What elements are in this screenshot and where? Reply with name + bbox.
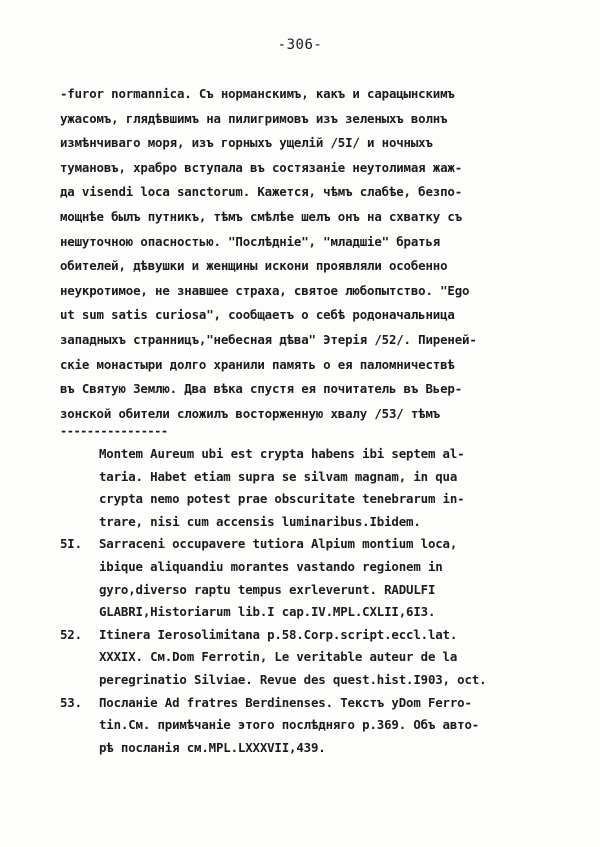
footnote-text: рѣ посланія см.MPL.LXXXVII,439. <box>99 739 326 755</box>
footnote-number: 5I. <box>60 536 82 552</box>
page-number: -306- <box>277 37 323 53</box>
text-line: -furor normannica. Съ норманскимъ, какъ и сарацынскимъ <box>60 86 455 101</box>
text-line: ужасомъ, глядѣвшимъ на пилигримовъ изъ зеленыхъ волнъ <box>60 110 448 126</box>
text-line: да visendi loca sanctorum. Кажется, чѣмъ слабѣе, безпо- <box>60 184 463 200</box>
text-line: измѣнчиваго моря, изъ горныхъ ущелій /5I/ и ночныхъ <box>60 135 433 151</box>
text-line: обителей, дѣвушки и женщины искони проявляли особенно <box>60 258 448 274</box>
footnote-text: peregrinatio Silviae. Revue des quest.hist.I903, oct. <box>99 671 487 687</box>
footnote-line <box>60 488 560 511</box>
text-line: неукротимое, не знавшее страха, святое любопытство. "Ego <box>60 282 470 298</box>
footnote-text: gyro,diverso raptu tempus exrleverunt. RADULFI <box>99 581 436 597</box>
footnote-line <box>60 737 560 760</box>
footnote-separator: ---------------- <box>60 424 168 438</box>
text-line: западныхъ странницъ,"небесная дѣва" Этерія /52/. Пиреней- <box>60 331 477 347</box>
footnote-text: Sarraceni occupavere tutiora Alpium montium loca, <box>99 536 458 552</box>
footnote-line <box>60 624 560 647</box>
footnote-text: trare, nisi cum accensis luminaribus.Ibidem. <box>99 513 421 529</box>
footnote-text: XXXIX. См.Dom Ferrotin, Le veritable auteur de la <box>99 649 458 665</box>
footnote-line <box>60 466 560 489</box>
text-line: скіе монастыри долго хранили память о ея паломничествѣ <box>60 356 455 372</box>
footnote-text: Посланіе Ad fratres Berdinenses. Текстъ уDom Ferro- <box>99 694 472 710</box>
footnote-line <box>60 646 560 669</box>
footnote-line <box>60 511 560 534</box>
footnote-number: 52. <box>60 626 82 642</box>
text-line: нешуточною опасностью. "Послѣдніе", "младшіе" братья <box>60 233 441 249</box>
footnote-line <box>60 669 560 692</box>
text-line: въ Святую Землю. Два вѣка спустя ея почитатель въ Вьер- <box>60 381 463 397</box>
footnote-number: 53. <box>60 694 82 710</box>
footnote-line <box>60 443 560 466</box>
footnote-text: Montem Aureum ubi est crypta habens ibi septem al- <box>99 446 465 461</box>
footnote-text: ibique aliquandiu morantes vastando regionem in <box>99 558 443 574</box>
text-line: ut sum satis curiosa", сообщаетъ о себѣ родоначальница <box>60 307 455 323</box>
footnote-line <box>60 692 560 715</box>
footnote-line <box>60 579 560 602</box>
footnotes <box>60 443 560 759</box>
footnote-line <box>60 601 560 624</box>
footnote-line <box>60 533 560 556</box>
footnote-text: taria. Habet etiam supra se silvam magnam, in qua <box>99 468 458 484</box>
footnote-text: Itinera Ierosolimitana p.58.Corp.script.eccl.lat. <box>99 626 458 642</box>
footnote-line <box>60 556 560 579</box>
footnote-text: crypta nemo potest prae obscuritate tenebrarum in- <box>99 491 465 507</box>
footnote-line <box>60 714 560 737</box>
text-line: мощнѣе былъ путникъ, тѣмъ смѣлѣе шелъ онъ на схватку съ <box>60 208 463 224</box>
main-text <box>60 82 560 426</box>
footnote-text: tin.См. примѣчаніе этого послѣдняго р.369. Объ авто- <box>99 717 480 733</box>
text-line: тумановъ, храбро вступала въ состязаніе неутолимая жаж- <box>60 159 463 175</box>
text-line: зонской обители сложилъ восторженную хвалу /53/ тѣмъ <box>60 405 441 421</box>
footnote-text: GLABRI,Historiarum lib.I cap.IV.MPL.CXLII,6I3. <box>99 604 436 620</box>
